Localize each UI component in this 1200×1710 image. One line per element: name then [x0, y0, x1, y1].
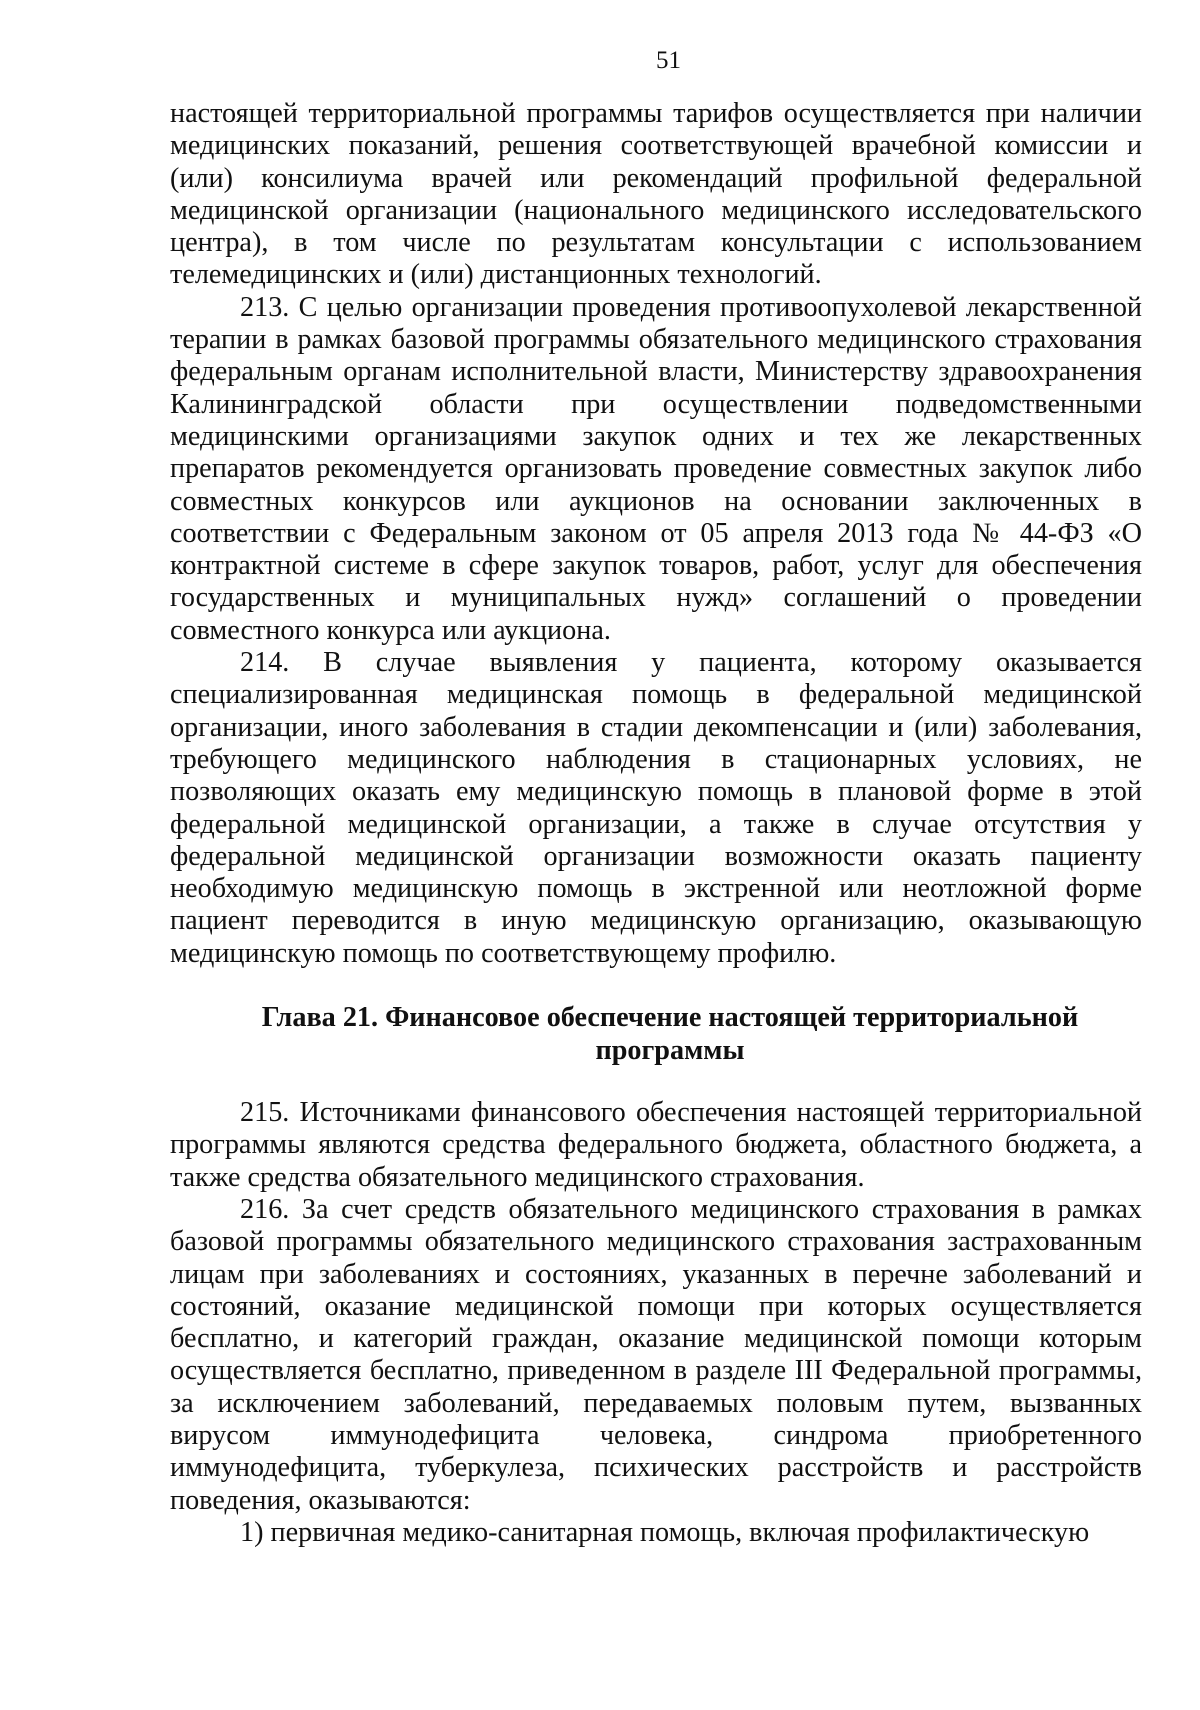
page-number: 51: [656, 47, 681, 74]
paragraph-216-item-1: 1) первичная медико-санитарная помощь, включая профилактическую: [240, 1516, 1090, 1548]
body-text-after: [170, 1097, 1142, 1549]
chapter-heading-line2: программы: [595, 1035, 745, 1067]
chapter-heading-line1: Глава 21. Финансовое обеспечение настоящей территориальной: [261, 1002, 1079, 1034]
paragraph-214: 214. В случае выявления у пациента, которому оказывается специализированная медицинская помощь в федеральной медицинской организации, иного заболевания в стадии декомпенсации и (или) заболевания, требующего медицинского наблюдения в стационарных условиях, не позволяющих оказать ему медицинскую помощь в плановой форме в этой федеральной медицинской организации, а также в случае отсутствия у федеральной медицинской организации возможности оказать пациенту необходимую медицинскую помощь в экстренной или неотложной форме пациент переводится в иную медицинскую организацию, оказывающую медицинскую помощь по соответствующему профилю.: [170, 647, 1142, 969]
paragraph-continuation: настоящей территориальной программы тарифов осуществляется при наличии медицинских показаний, решения соответствующей врачебной комиссии и (или) консилиума врачей или рекомендаций профильной федеральной медицинской организации (национального медицинского исследовательского центра), в том числе по результатам консультации с использованием телемедицинских и (или) дистанционных технологий.: [170, 98, 1142, 291]
paragraph-215: 215. Источниками финансового обеспечения настоящей территориальной программы являются средства федерального бюджета, областного бюджета, а также средства обязательного медицинского страхования.: [170, 1097, 1142, 1193]
paragraph-216: 216. За счет средств обязательного медицинского страхования в рамках базовой программы обязательного медицинского страхования застрахованным лицам при заболеваниях и состояниях, указанных в перечне заболеваний и состояний, оказание медицинской помощи при которых осуществляется бесплатно, и категорий граждан, оказание медицинской помощи которым осуществляется бесплатно, приведенном в разделе III Федеральной программы, за исключением заболеваний, передаваемых половым путем, вызванных вирусом иммунодефицита человека, синдрома приобретенного иммунодефицита, туберкулеза, психических расстройств и расстройств поведения, оказываются:: [170, 1193, 1142, 1516]
chapter-heading: [170, 1001, 1142, 1067]
paragraph-213: 213. С целью организации проведения противоопухолевой лекарственной терапии в рамках базовой программы обязательного медицинского страхования федеральным органам исполнительной власти, Министерству здравоохранения Калининградской области при осуществлении подведомственными медицинскими организациями закупок одних и тех же лекарственных препаратов рекомендуется организовать проведение совместных закупок либо совместных конкурсов или аукционов на основании заключенных в соответствии с Федеральным законом от 05 апреля 2013 года № 44-ФЗ «О контрактной системе в сфере закупок товаров, работ, услуг для обеспечения государственных и муниципальных нужд» соглашений о проведении совместного конкурса или аукциона.: [170, 291, 1142, 646]
body-text-before: [170, 98, 1142, 970]
